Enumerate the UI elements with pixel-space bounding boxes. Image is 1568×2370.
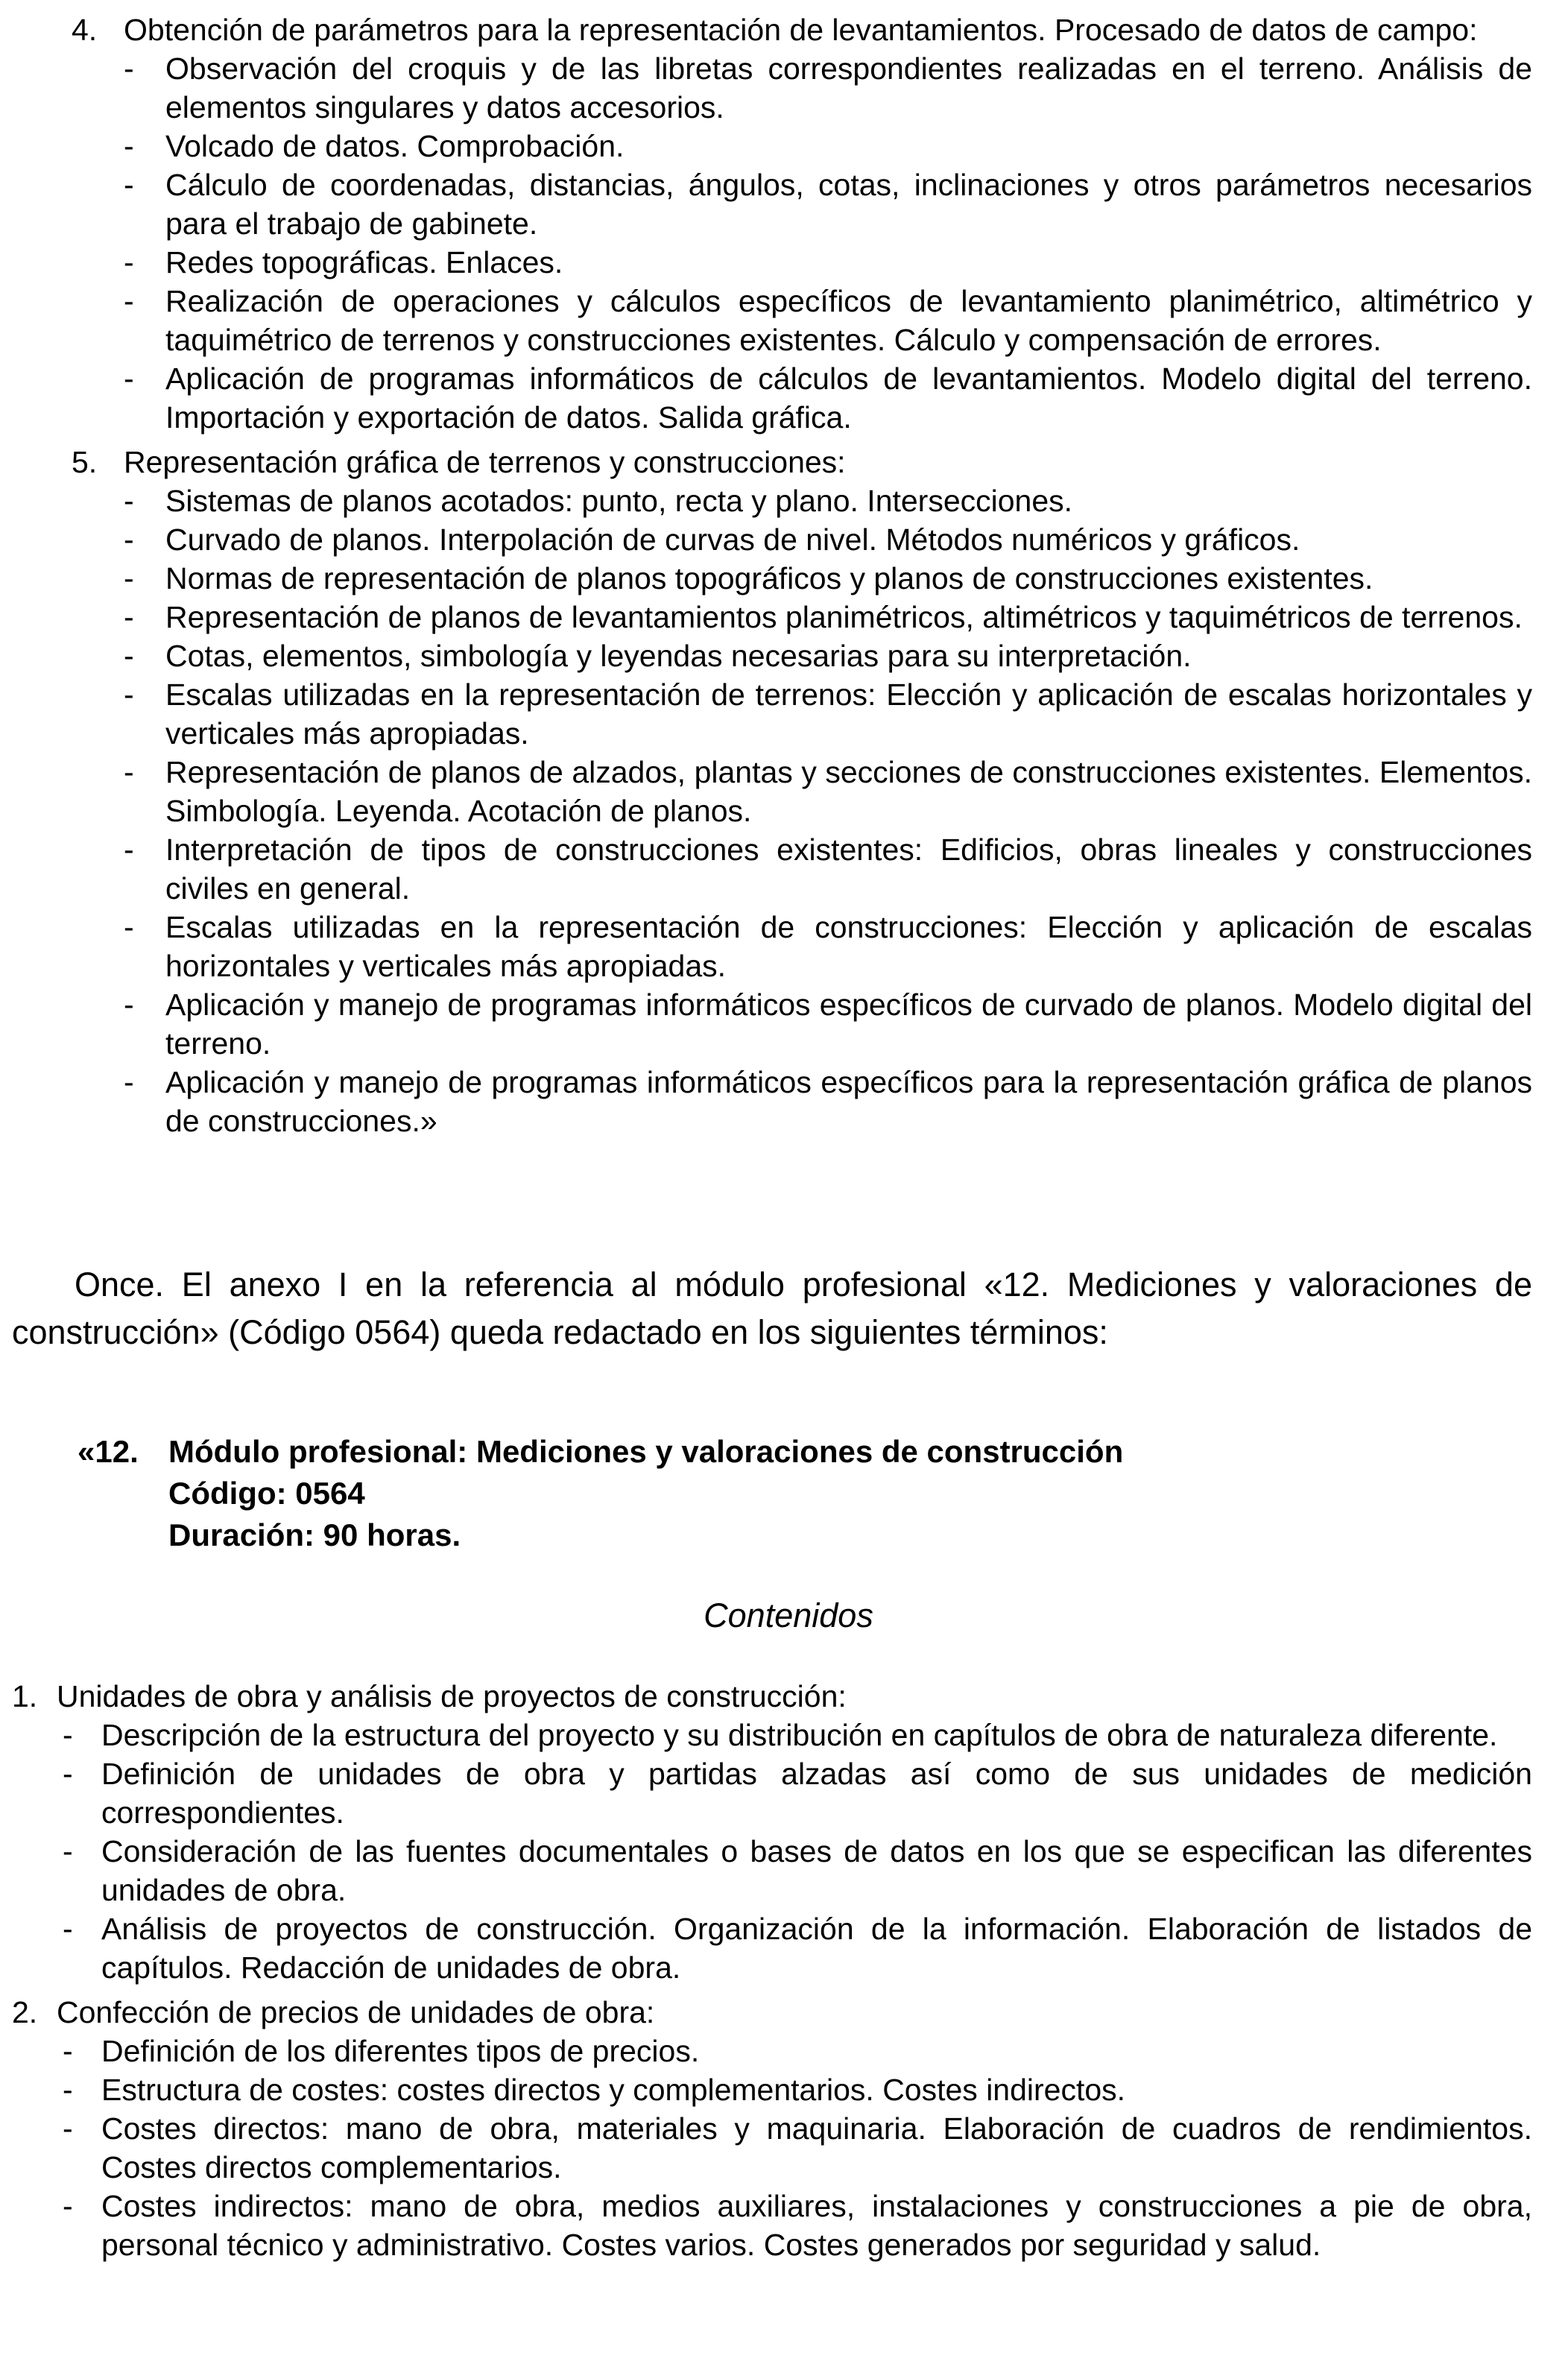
item-number: 1. — [12, 1679, 38, 1713]
dash-marker: - — [63, 2111, 73, 2146]
bullet-item — [124, 636, 1532, 675]
dash-marker: - — [124, 245, 134, 279]
contents-heading: Contenidos — [704, 1596, 873, 1634]
bullet-item — [124, 559, 1532, 598]
bullet-item — [124, 282, 1532, 359]
module-code: Código: 0564 — [168, 1476, 365, 1511]
dash-marker: - — [63, 1757, 73, 1791]
dash-marker: - — [124, 677, 134, 712]
item-title: Representación gráfica de terrenos y construcciones: — [124, 445, 846, 479]
bullet-item — [124, 753, 1532, 830]
dash-marker: - — [63, 1912, 73, 1946]
contents-list-part2 — [12, 1677, 1532, 2270]
bullet-text: Consideración de las fuentes documentales o bases de datos en los que se especifican las diferentes unidades de obra. — [101, 1834, 1532, 1907]
bullet-item — [63, 2032, 1532, 2070]
bullet-item — [124, 127, 1532, 165]
bullet-item — [63, 1909, 1532, 1987]
module-title: Módulo profesional: Mediciones y valoraciones de construcción — [168, 1434, 1124, 1469]
dash-marker: - — [124, 987, 134, 1022]
item-title: Confección de precios de unidades de obra: — [57, 1995, 655, 2029]
bullet-item — [124, 359, 1532, 437]
bullet-text: Cálculo de coordenadas, distancias, ángulos, cotas, inclinaciones y otros parámetros necesarios para el trabajo de gabinete. — [165, 168, 1532, 241]
bullet-item — [124, 520, 1532, 559]
bullet-item — [124, 598, 1532, 636]
dash-marker: - — [124, 168, 134, 202]
bullet-text: Análisis de proyectos de construcción. Organización de la información. Elaboración de listados de capítulos. Redacción de unidades de obra. — [101, 1912, 1532, 1985]
dash-marker: - — [124, 1065, 134, 1099]
item-number: 4. — [72, 13, 98, 47]
bullet-text: Curvado de planos. Interpolación de curvas de nivel. Métodos numéricos y gráficos. — [165, 522, 1300, 557]
bullet-text: Definición de los diferentes tipos de precios. — [101, 2034, 700, 2068]
dash-marker: - — [124, 639, 134, 673]
item-title: Obtención de parámetros para la representación de levantamientos. Procesado de datos de campo: — [124, 13, 1478, 47]
dash-marker: - — [63, 2073, 73, 2107]
bullet-item — [124, 49, 1532, 127]
bullet-text: Definición de unidades de obra y partidas alzadas así como de sus unidades de medición correspondientes. — [101, 1757, 1532, 1830]
dash-marker: - — [124, 284, 134, 318]
dash-marker: - — [124, 561, 134, 595]
bullet-item — [124, 481, 1532, 520]
bullet-text: Aplicación y manejo de programas informáticos específicos para la representación gráfica de planos de construcciones.» — [165, 1065, 1532, 1138]
bullet-text: Redes topográficas. Enlaces. — [165, 245, 563, 279]
list-item — [72, 10, 1532, 437]
bullet-item — [63, 1754, 1532, 1832]
bullet-text: Volcado de datos. Comprobación. — [165, 129, 625, 163]
bullet-item — [124, 830, 1532, 908]
dash-marker: - — [124, 129, 134, 163]
bullet-text: Normas de representación de planos topográficos y planos de construcciones existentes. — [165, 561, 1373, 595]
bullet-text: Aplicación y manejo de programas informáticos específicos de curvado de planos. Modelo digital del terreno. — [165, 987, 1532, 1061]
list-item — [12, 1993, 1532, 2264]
bullet-text: Cotas, elementos, simbología y leyendas necesarias para su interpretación. — [165, 639, 1192, 673]
bullet-item — [63, 2187, 1532, 2264]
bullet-text: Realización de operaciones y cálculos específicos de levantamiento planimétrico, altimétrico y taquimétrico de terrenos y construcciones existentes. Cálculo y compensación de errores. — [165, 284, 1532, 357]
dash-marker: - — [63, 2034, 73, 2068]
list-item — [72, 443, 1532, 1140]
paragraph-text: Once. El anexo I en la referencia al módulo profesional «12. Mediciones y valoraciones de construcción» (Código 0564) queda redactado en los siguientes términos: — [12, 1265, 1532, 1351]
dash-marker: - — [124, 755, 134, 789]
dash-marker: - — [124, 361, 134, 396]
bullet-item — [63, 2109, 1532, 2187]
item-title: Unidades de obra y análisis de proyectos de construcción: — [57, 1679, 847, 1713]
dash-marker: - — [63, 1718, 73, 1752]
dash-marker: - — [124, 600, 134, 634]
bullet-item — [124, 908, 1532, 985]
bullet-text: Observación del croquis y de las libretas correspondientes realizadas en el terreno. Análisis de elementos singulares y datos accesorios. — [165, 51, 1532, 124]
module-heading — [78, 1431, 1493, 1556]
dash-marker: - — [63, 2189, 73, 2223]
bullet-item — [63, 1832, 1532, 1909]
bullet-text: Aplicación de programas informáticos de cálculos de levantamientos. Modelo digital del terreno. Importación y exportación de datos. Salida gráfica. — [165, 361, 1532, 434]
dash-marker: - — [124, 832, 134, 867]
bullet-text: Interpretación de tipos de construcciones existentes: Edificios, obras lineales y construcciones civiles en general. — [165, 832, 1532, 906]
bullet-item — [63, 2070, 1532, 2109]
bullet-text: Representación de planos de alzados, plantas y secciones de construcciones existentes. Elementos. Simbología. Leyenda. Acotación de planos. — [165, 755, 1532, 828]
amendment-paragraph — [12, 1261, 1532, 1356]
module-duration: Duración: 90 horas. — [168, 1517, 461, 1552]
bullet-text: Costes indirectos: mano de obra, medios auxiliares, instalaciones y construcciones a pie de obra, personal técnico y administrativo. Costes varios. Costes generados por seguridad y salud. — [101, 2189, 1532, 2262]
bullet-text: Estructura de costes: costes directos y complementarios. Costes indirectos. — [101, 2073, 1126, 2107]
bullet-item — [124, 165, 1532, 243]
bullet-item — [124, 1063, 1532, 1140]
bullet-item — [124, 675, 1532, 753]
dash-marker: - — [124, 51, 134, 86]
module-number: «12. — [78, 1434, 139, 1469]
list-item — [12, 1677, 1532, 1987]
bullet-text: Representación de planos de levantamientos planimétricos, altimétricos y taquimétricos de terrenos. — [165, 600, 1523, 634]
dash-marker: - — [63, 1834, 73, 1868]
bullet-text: Sistemas de planos acotados: punto, recta y plano. Intersecciones. — [165, 484, 1073, 518]
contents-list-part1 — [72, 10, 1532, 1146]
bullet-item — [124, 985, 1532, 1063]
bullet-item — [63, 1716, 1532, 1754]
bullet-text: Escalas utilizadas en la representación de construcciones: Elección y aplicación de escalas horizontales y verticales más apropiadas. — [165, 910, 1532, 983]
item-number: 5. — [72, 445, 98, 479]
dash-marker: - — [124, 522, 134, 557]
bullet-item — [124, 243, 1532, 282]
bullet-text: Costes directos: mano de obra, materiales y maquinaria. Elaboración de cuadros de rendimientos. Costes directos complementarios. — [101, 2111, 1532, 2184]
bullet-text: Descripción de la estructura del proyecto y su distribución en capítulos de obra de naturaleza diferente. — [101, 1718, 1498, 1752]
dash-marker: - — [124, 910, 134, 944]
item-number: 2. — [12, 1995, 38, 2029]
dash-marker: - — [124, 484, 134, 518]
bullet-text: Escalas utilizadas en la representación de terrenos: Elección y aplicación de escalas horizontales y verticales más apropiadas. — [165, 677, 1532, 750]
